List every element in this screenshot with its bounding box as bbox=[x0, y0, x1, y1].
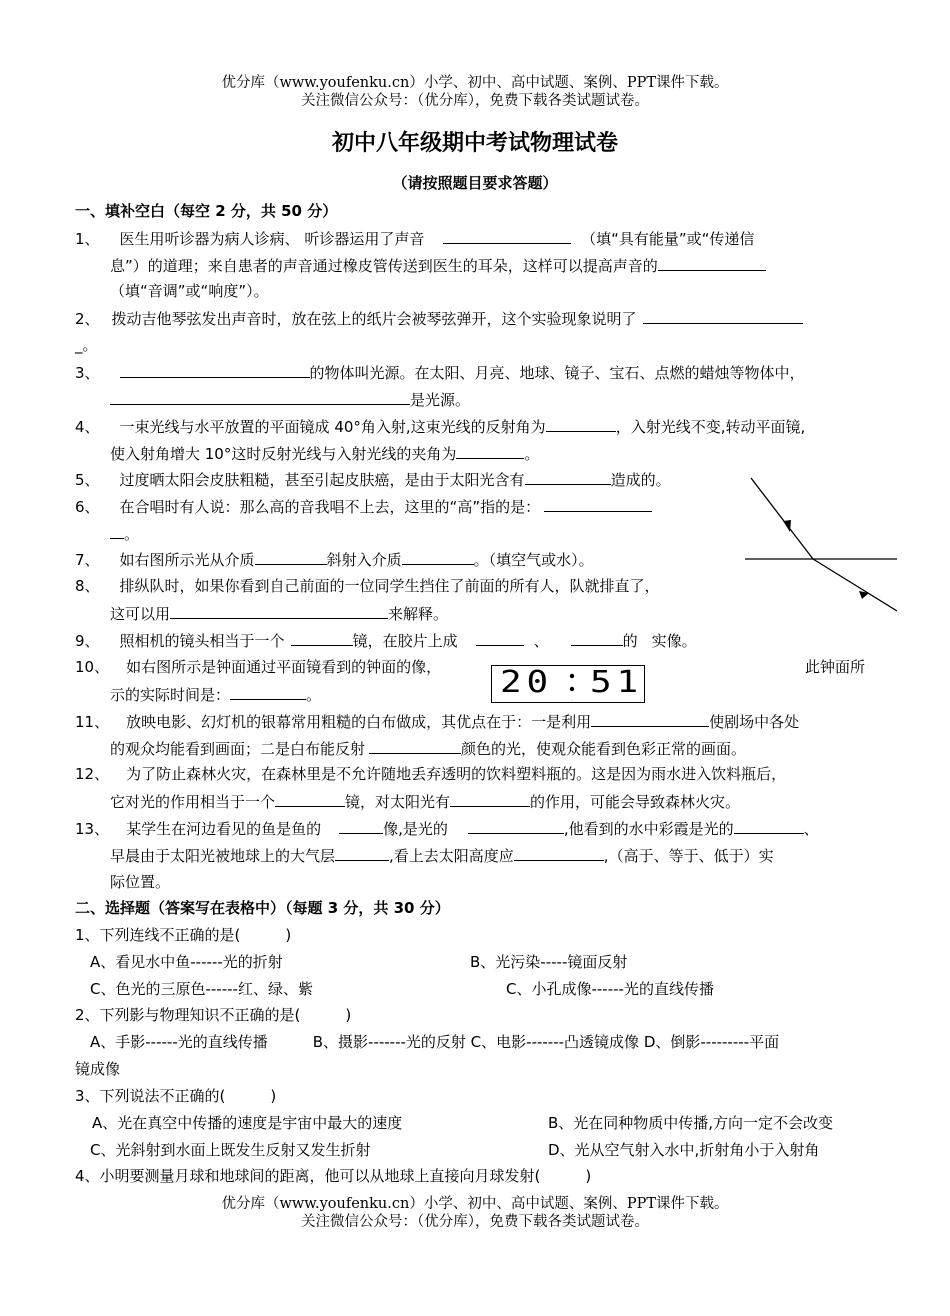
fill-question-10-right: 此钟面所 bbox=[805, 658, 866, 676]
question-text: 如右图所示是钟面通过平面镜看到的钟面的像， bbox=[126, 658, 442, 676]
answer-blank[interactable] bbox=[120, 362, 310, 378]
answer-blank[interactable] bbox=[443, 228, 571, 244]
question-text: 排纵队时，如果你看到自己前面的一位同学生挡住了前面的所有人，队就排直了， bbox=[119, 577, 660, 595]
answer-blank[interactable] bbox=[230, 684, 306, 700]
choice-option-a[interactable]: A、光在真空中传播的速度是宇宙中最大的速度 bbox=[92, 1114, 403, 1132]
question-text: ,看上去太阳高度应 bbox=[389, 847, 514, 865]
question-text: 。 bbox=[306, 686, 322, 704]
fill-question-13 bbox=[75, 818, 819, 839]
question-text: 像,是光的 bbox=[383, 820, 448, 838]
fill-question-10 bbox=[75, 657, 441, 677]
question-text: 、 bbox=[533, 632, 549, 650]
choice-question-2-options-cont[interactable]: 镜成像 bbox=[75, 1060, 121, 1078]
question-text: 在合唱时有人说：那么高的音我唱不上去，这里的“高”指的是： bbox=[119, 498, 541, 516]
refraction-diagram bbox=[745, 475, 905, 620]
question-number: 6、 bbox=[75, 498, 100, 516]
question-number: 4、 bbox=[75, 418, 100, 436]
question-number: 12、 bbox=[75, 765, 110, 783]
question-number: 3、 bbox=[75, 364, 100, 382]
answer-blank[interactable] bbox=[291, 630, 353, 646]
choice-question-2-options[interactable]: A、手影------光的直线传播 B、摄影-------光的反射 C、电影-------凸透镜成像 D、倒影---------平面 bbox=[90, 1033, 780, 1051]
question-text: ,他看到的水中彩霞是光的 bbox=[563, 820, 734, 838]
answer-blank[interactable] bbox=[514, 845, 604, 861]
clock-left-digits: 20 bbox=[500, 665, 553, 700]
question-text: 造成的。 bbox=[610, 471, 671, 489]
question-text: 颜色的光，使观众能看到色彩正常的画面。 bbox=[461, 740, 747, 758]
fill-question-6-cont bbox=[110, 523, 139, 544]
ray-upper bbox=[751, 478, 813, 559]
answer-blank[interactable] bbox=[643, 308, 803, 324]
question-text: 放映电影、幻灯机的银幕常用粗糙的白布做成，其优点在于：一是利用 bbox=[126, 713, 592, 731]
fill-question-12 bbox=[75, 764, 786, 784]
fill-question-12-cont bbox=[110, 791, 740, 812]
question-text: 、 bbox=[803, 820, 819, 838]
answer-blank[interactable] bbox=[110, 389, 410, 405]
answer-blank[interactable] bbox=[476, 630, 524, 646]
arrow-head bbox=[783, 520, 791, 532]
page-subtitle: （请按照题目要求答题） bbox=[392, 174, 558, 192]
choice-option-c[interactable]: C、色光的三原色------红、绿、紫 bbox=[90, 980, 313, 998]
question-text: 为了防止森林火灾，在森林里是不允许随地丢弃透明的饮料塑料瓶的。这是因为雨水进入饮料瓶后， bbox=[126, 765, 787, 783]
choice-question-1-stem: 1、下列连线不正确的是( ) bbox=[75, 926, 292, 944]
question-number: 7、 bbox=[75, 551, 100, 569]
question-text: 如右图所示光从介质 bbox=[119, 551, 255, 569]
fill-question-8 bbox=[75, 576, 660, 596]
question-text: （填“具有能量”或“传递信 bbox=[581, 230, 755, 248]
question-text: 。 bbox=[524, 445, 540, 463]
fill-question-5 bbox=[75, 469, 671, 490]
question-text: 的物体叫光源。在太阳、月亮、地球、镜子、宝石、点燃的蜡烛等物体中， bbox=[309, 364, 805, 382]
question-text: 镜，对太阳光有 bbox=[345, 793, 451, 811]
question-text: 拨动吉他琴弦发出声音时，放在弦上的纸片会被琴弦弹开，这个实验现象说明了 bbox=[111, 310, 637, 328]
question-text: 。 bbox=[124, 525, 140, 543]
answer-blank[interactable] bbox=[658, 255, 766, 271]
fill-question-11 bbox=[75, 711, 799, 732]
question-number: 5、 bbox=[75, 471, 100, 489]
fill-question-1-cont2: （填“音调”或“响度”）。 bbox=[110, 282, 269, 300]
question-text: 息”）的道理；来自患者的声音通过橡皮管传送到医生的耳朵，这样可以提高声音的 bbox=[110, 257, 658, 275]
footer-line-1: 优分库（www.youfenku.cn）小学、初中、高中试题、案例、PPT课件下载。 bbox=[221, 1196, 729, 1212]
fill-question-4-cont bbox=[110, 443, 539, 464]
question-text: 是光源。 bbox=[410, 391, 471, 409]
page-title: 初中八年级期中考试物理试卷 bbox=[331, 131, 618, 156]
section1-heading: 一、填补空白（每空 2 分，共 50 分） bbox=[75, 202, 338, 220]
question-number: 8、 bbox=[75, 577, 100, 595]
answer-blank[interactable] bbox=[170, 603, 388, 619]
question-text: 实像。 bbox=[651, 632, 697, 650]
question-text: 镜，在胶片上成 bbox=[352, 632, 458, 650]
question-number: 1、 bbox=[75, 230, 100, 248]
answer-blank[interactable] bbox=[544, 496, 652, 512]
fill-question-8-cont bbox=[110, 603, 448, 624]
fill-question-1-cont bbox=[110, 255, 766, 276]
question-number: 10、 bbox=[75, 658, 110, 676]
question-text: 使剧场中各处 bbox=[709, 713, 800, 731]
fill-question-13-cont2: 际位置。 bbox=[110, 873, 171, 891]
question-text: ，入射光线不变,转动平面镜, bbox=[615, 418, 806, 436]
choice-option-c[interactable]: C、光斜射到水面上既发生反射又发生折射 bbox=[90, 1141, 371, 1159]
question-text: 一束光线与水平放置的平面镜成 40°角入射,这束光线的反射角为 bbox=[119, 418, 546, 436]
question-number: 2、 bbox=[75, 310, 100, 328]
question-number: 9、 bbox=[75, 632, 100, 650]
choice-option-b[interactable]: B、光污染-----镜面反射 bbox=[470, 953, 628, 971]
answer-blank[interactable] bbox=[468, 818, 564, 834]
question-text: 。（填空气或水）。 bbox=[473, 551, 594, 569]
question-text: 过度晒太阳会皮肤粗糙，甚至引起皮肤癌，是由于太阳光含有 bbox=[119, 471, 525, 489]
question-text: 某学生在河边看见的鱼是鱼的 bbox=[126, 820, 322, 838]
fill-question-2 bbox=[75, 308, 803, 329]
answer-blank[interactable] bbox=[255, 549, 327, 565]
answer-blank[interactable] bbox=[734, 818, 804, 834]
question-text: 的 bbox=[622, 632, 638, 650]
clock-right-digits: 51 bbox=[590, 665, 643, 700]
answer-blank[interactable] bbox=[525, 469, 611, 485]
question-text: 医生用听诊器为病人诊病、 听诊器运用了声音 bbox=[119, 230, 425, 248]
answer-blank[interactable] bbox=[110, 523, 124, 539]
choice-question-4-stem: 4、小明要测量月球和地球间的距离，他可以从地球上直接向月球发射( ) bbox=[75, 1167, 592, 1185]
fill-question-11-cont bbox=[110, 738, 746, 759]
fill-question-3 bbox=[75, 362, 805, 383]
fill-question-2-cont: _。 bbox=[75, 336, 98, 354]
question-number: 11、 bbox=[75, 713, 110, 731]
answer-blank[interactable] bbox=[335, 845, 389, 861]
question-text: ,（高于、等于、低于）实 bbox=[603, 847, 774, 865]
answer-blank[interactable] bbox=[369, 738, 461, 754]
ray-lower bbox=[813, 559, 897, 611]
fill-question-6 bbox=[75, 496, 652, 517]
question-text: 的观众均能看到画面；二是白布能反射 bbox=[110, 740, 366, 758]
fill-question-4 bbox=[75, 416, 805, 437]
fill-question-10-cont bbox=[110, 684, 321, 705]
footer-line-2: 关注微信公众号：（优分库），免费下载各类试题试卷。 bbox=[301, 1214, 649, 1230]
question-text: 早晨由于太阳光被地球上的大气层 bbox=[110, 847, 336, 865]
fill-question-13-cont bbox=[110, 845, 774, 866]
answer-blank[interactable] bbox=[546, 416, 616, 432]
section2-heading: 二、选择题（答案写在表格中）（每题 3 分，共 30 分） bbox=[75, 899, 450, 917]
answer-blank[interactable] bbox=[450, 791, 530, 807]
header-line-1: 优分库（www.youfenku.cn）小学、初中、高中试题、案例、PPT课件下载。 bbox=[221, 75, 729, 91]
header-line-2: 关注微信公众号：（优分库），免费下载各类试题试卷。 bbox=[301, 93, 649, 109]
question-text: 来解释。 bbox=[388, 605, 449, 623]
question-text: 的作用，可能会导致森林火灾。 bbox=[530, 793, 741, 811]
question-text: 斜射入介质 bbox=[326, 551, 402, 569]
question-text: 示的实际时间是： bbox=[110, 686, 231, 704]
answer-blank[interactable] bbox=[571, 630, 623, 646]
question-text: 使入射角增大 10°这时反射光线与入射光线的夹角为 bbox=[110, 445, 457, 463]
question-text: 照相机的镜头相当于一个 bbox=[119, 632, 285, 650]
answer-blank[interactable] bbox=[591, 711, 709, 727]
choice-question-2-stem: 2、下列影与物理知识不正确的是( ) bbox=[75, 1006, 352, 1024]
answer-blank[interactable] bbox=[339, 818, 383, 834]
answer-blank[interactable] bbox=[456, 443, 524, 459]
fill-question-9 bbox=[75, 630, 697, 651]
colon-dot bbox=[570, 687, 574, 691]
choice-option-b[interactable]: B、光在同种物质中传播,方向一定不会改变 bbox=[548, 1114, 834, 1132]
choice-option-a[interactable]: A、看见水中鱼------光的折射 bbox=[90, 953, 283, 971]
fill-question-1 bbox=[75, 228, 754, 249]
choice-option-d[interactable]: C、小孔成像------光的直线传播 bbox=[506, 980, 714, 998]
question-text: 它对光的作用相当于一个 bbox=[110, 793, 276, 811]
choice-question-3-stem: 3、下列说法不正确的( ) bbox=[75, 1087, 277, 1105]
answer-blank[interactable] bbox=[275, 791, 345, 807]
mirrored-clock bbox=[491, 665, 645, 703]
colon-dot bbox=[570, 674, 574, 678]
choice-option-d[interactable]: D、光从空气射入水中,折射角小于入射角 bbox=[548, 1141, 820, 1159]
question-number: 13、 bbox=[75, 820, 110, 838]
fill-question-3-cont bbox=[110, 389, 470, 410]
fill-question-7 bbox=[75, 549, 594, 570]
question-text: 这可以用 bbox=[110, 605, 171, 623]
answer-blank[interactable] bbox=[402, 549, 474, 565]
